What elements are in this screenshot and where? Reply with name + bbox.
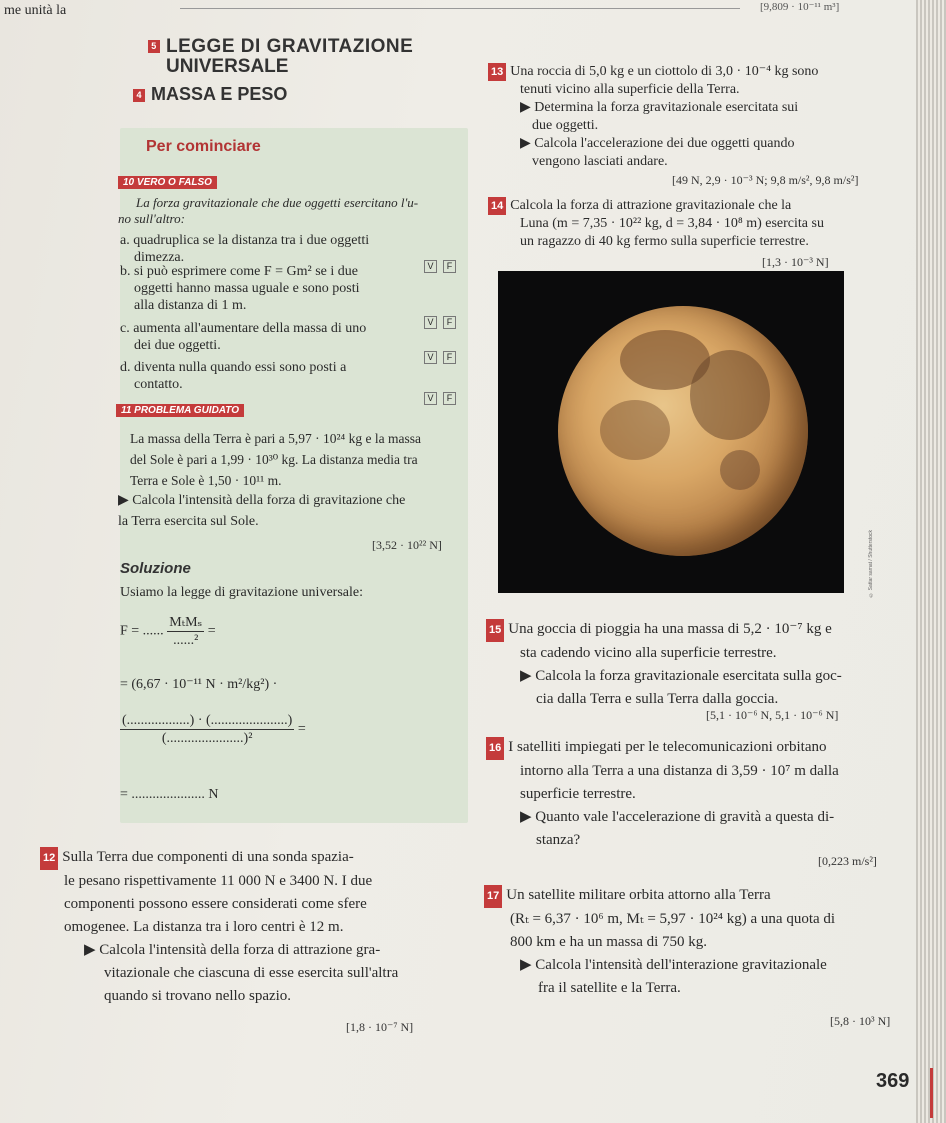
page-edges (916, 0, 946, 1123)
header-left-text: me unità la (4, 3, 67, 18)
moon-mare (720, 450, 760, 490)
vf-boxes-b[interactable]: V F (422, 312, 456, 330)
exercise-16: 16 I satelliti impiegati per le telecomunicazioni orbitano intorno alla Terra a una distanza di 3,59 · 10⁷ m dalla superficie terrestre. ▶ Quanto vale l'accelerazione di gravità a questa di- stanza? (486, 736, 886, 852)
formula-line-4: = ..................... N (120, 787, 219, 802)
solution-heading: Soluzione (120, 560, 191, 577)
photo-credit: © Sattar samat / Shutterstock (868, 530, 874, 598)
vf-intro: La forza gravitazionale che due oggetti esercitano l'u- (136, 195, 419, 210)
exercise-14-answer: [1,3 · 10⁻³ N] (762, 255, 829, 269)
vf-boxes-a[interactable]: V F (422, 256, 456, 274)
vf-item-c: c. aumenta all'aumentare della massa di uno dei due oggetti. (120, 321, 367, 353)
exercise-12-answer: [1,8 · 10⁻⁷ N] (346, 1020, 414, 1034)
solution-intro: Usiamo la legge di gravitazione universale: (120, 585, 363, 600)
section-number: 5 (148, 40, 160, 53)
exercise-17: 17 Un satellite militare orbita attorno alla Terra (Rₜ = 6,37 · 10⁶ m, Mₜ = 5,97 · 10²⁴ kg) a una quota di 800 km e ha un massa di 750 kg. ▶ Calcola l'intensità dell'interazione gravitazionale fra il satellite e la Terra. (484, 884, 904, 1000)
exercise-16-answer: [0,223 m/s²] (818, 854, 877, 868)
section-title-line2: UNIVERSALE (166, 56, 289, 77)
pg-statement: La massa della Terra è pari a 5,97 · 10²⁴ kg e la massa del Sole è pari a 1,99 · 10³⁰ kg. La distanza media tra Terra e Sole è 1,50 · 10¹¹ m. (130, 431, 421, 488)
vf-item-a: a. quadruplica se la distanza tra i due oggetti dimezza. (120, 233, 370, 265)
exercise-13-answer: [49 N, 2,9 · 10⁻³ N; 9,8 m/s², 9,8 m/s²] (672, 173, 859, 187)
panel-heading: Per cominciare (146, 138, 261, 155)
exercise-15: 15 Una goccia di pioggia ha una massa di 5,2 · 10⁻⁷ kg e sta cadendo vicino alla superficie terrestre. ▶ Calcola la forza gravitazionale esercitata sulla goc- cia dalla Terra e sulla Terra dalla goccia. (486, 618, 886, 711)
vf-item-d: d. diventa nulla quando essi sono posti a contatto. (120, 360, 347, 392)
moon-mare (690, 350, 770, 440)
formula-line-1: F = ...... $\frac{\text{MₜMₛ}}{\text{......²}}$ = (120, 615, 216, 648)
pg-answer: [3,52 · 10²² N] (372, 538, 442, 552)
page-number: 369 (876, 1070, 910, 1092)
pg-task: ▶ Calcola l'intensità della forza di gravitazione che la Terra esercita sul Sole. (118, 493, 406, 529)
page-number-bar (930, 1068, 933, 1118)
subsection-number: 4 (133, 89, 145, 102)
vero-falso-tag: 10 VERO O FALSO (118, 176, 217, 189)
exercise-13: 13 Una roccia di 5,0 kg e un ciottolo di 3,0 · 10⁻⁴ kg sono tenuti vicino alla superficie della Terra. ▶ Determina la forza gravitazionale esercitata sui due oggetti. ▶ Calcola l'accelerazione dei due oggetti quando vengono lasciati andare. (488, 63, 888, 171)
section-title: 5 LEGGE DI GRAVITAZIONE (148, 36, 413, 58)
vf-intro-2: no sull'altro: (118, 211, 185, 226)
vf-boxes-c[interactable]: V F (422, 347, 456, 365)
exercise-17-answer: [5,8 · 10³ N] (830, 1014, 891, 1028)
header-formula: [9,809 · 10⁻¹¹ m³] (760, 1, 840, 13)
formula-line-2: = (6,67 · 10⁻¹¹ N · m²/kg²) · (120, 677, 278, 692)
exercise-12: 12 Sulla Terra due componenti di una sonda spazia- le pesano rispettivamente 11 000 N e 3400 N. I due componenti possono essere considerati come sfere omogenee. La distanza tra i loro centri è 12 m. ▶ Calcola l'intensità della forza di attrazione gra- vitazionale che ciascuna di esse esercita sull'altra quando si trovano nello spazio. (40, 846, 460, 1008)
header-rule (180, 8, 740, 9)
formula-line-3: $\frac{(..................) \cdot (......................)}{\text{(......................)²}}$ = (122, 713, 306, 746)
vf-item-b: b. si può esprimere come F = Gm² se i due oggetti hanno massa uguale e sono posti alla distanza di 1 m. (120, 264, 360, 313)
moon-mare (600, 400, 670, 460)
exercise-15-answer: [5,1 · 10⁻⁶ N, 5,1 · 10⁻⁶ N] (706, 708, 839, 722)
subsection-title: 4 MASSA E PESO (133, 84, 287, 105)
exercise-14: 14 Calcola la forza di attrazione gravitazionale che la Luna (m = 7,35 · 10²² kg, d = 3,84 · 10⁸ m) esercita su un ragazzo di 40 kg fermo sulla superficie terrestre. (488, 197, 888, 251)
problema-guidato-tag: 11 PROBLEMA GUIDATO (116, 404, 244, 417)
vf-boxes-d[interactable]: V F (422, 388, 456, 406)
